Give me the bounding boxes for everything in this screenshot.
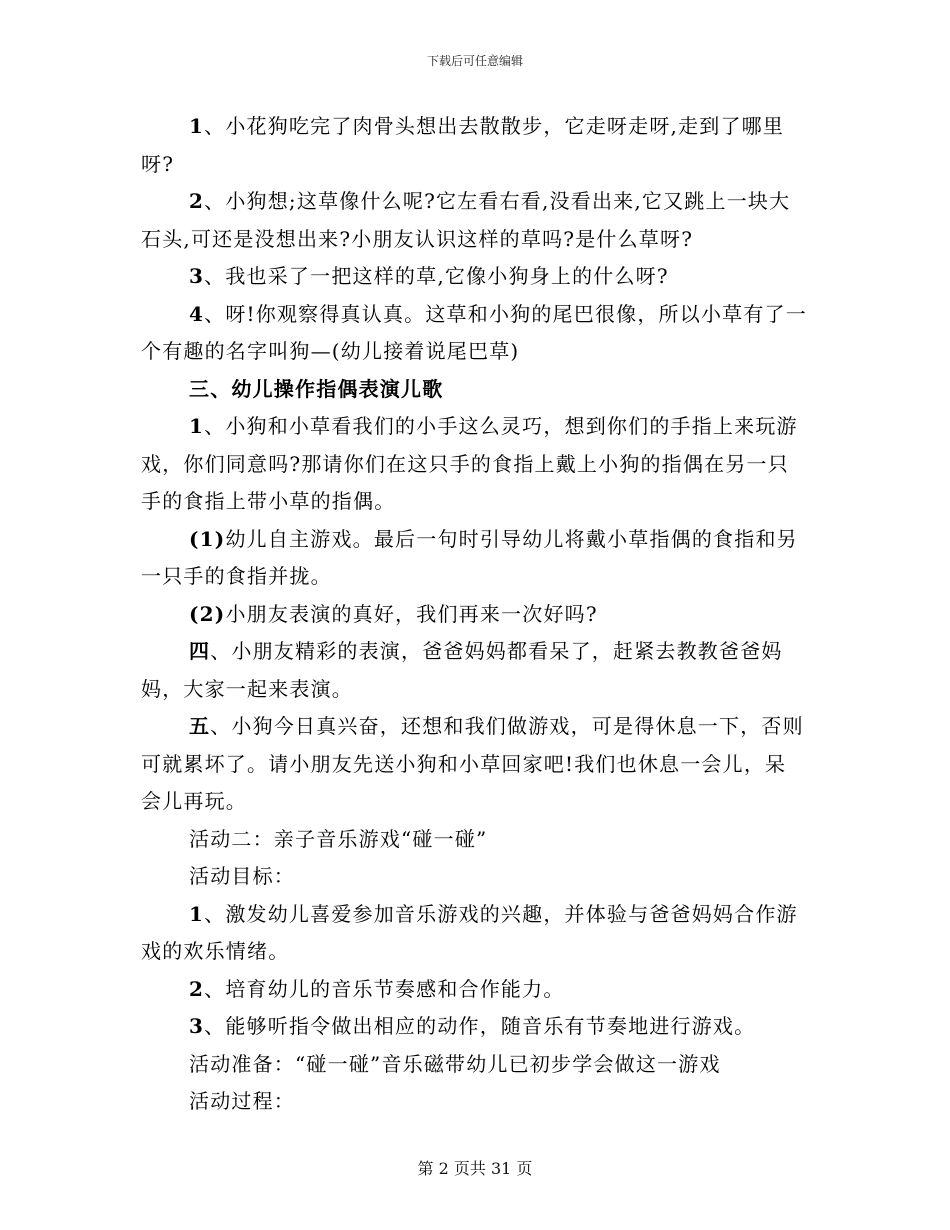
section-lead: 五: [189, 714, 211, 738]
paragraph: [141, 708, 807, 821]
item-number: 1: [189, 901, 205, 926]
activity-goal-label: 活动目标：: [189, 864, 295, 888]
document-body: [141, 108, 807, 1121]
paragraph-text: 、小狗想;这草像什么呢?它左看右看,没看出来,它又跳上一块大石头,可还是没想出来?小朋友认识这样的草吗?是什么草呀?: [141, 189, 791, 251]
paragraph-text: 、小朋友精彩的表演，爸爸妈妈都看呆了，赶紧去教教爸爸妈妈，大家一起来表演。: [141, 639, 783, 701]
paragraph-text: 、小狗和小草看我们的小手这么灵巧，想到你们的手指上来玩游戏，你们同意吗?那请你们在这只手的食指上戴上小狗的指偶在另一只手的食指上带小草的指偶。: [141, 414, 798, 513]
item-number: 4: [189, 301, 205, 326]
page-header: 下载后可任意编辑: [426, 54, 523, 68]
item-number: 1: [189, 114, 205, 138]
item-number: 3: [189, 1014, 205, 1038]
paragraph: [141, 183, 807, 258]
item-number: 2: [189, 189, 205, 213]
paragraph: [141, 633, 807, 708]
section-lead: 四: [189, 639, 211, 663]
activity-process-label: 活动过程：: [189, 1089, 295, 1113]
paragraph: [141, 971, 807, 1009]
paragraph: [141, 596, 807, 634]
item-number: 2: [189, 976, 205, 1001]
paragraph: [141, 896, 807, 971]
page-footer: 第 2 页共 31 页: [417, 1159, 533, 1178]
item-number: 3: [189, 264, 205, 288]
paragraph-text: 幼儿自主游戏。最后一句时引导幼儿将戴小草指偶的食指和另一只手的食指并拢。: [141, 526, 798, 588]
paragraph-text: 、能够听指令做出相应的动作，随音乐有节奏地进行游戏。: [204, 1014, 756, 1038]
paragraph: [141, 408, 807, 521]
activity-title: 活动二：亲子音乐游戏“碰一碰”: [189, 826, 488, 851]
paragraph: [141, 1008, 807, 1046]
paragraph-text: 、我也采了一把这样的草,它像小狗身上的什么呀?: [204, 264, 669, 288]
paragraph-text: 、培育幼儿的音乐节奏感和合作能力。: [204, 976, 565, 1001]
paragraph-text: 、激发幼儿喜爱参加音乐游戏的兴趣，并体验与爸爸妈妈合作游戏的欢乐情绪。: [141, 901, 798, 963]
paragraph: [141, 108, 807, 183]
paragraph-text: 、呀!你观察得真认真。这草和小狗的尾巴很像，所以小草有了一个有趣的名字叫狗—(幼儿接着说尾巴草): [141, 301, 807, 363]
section-heading: 三、幼儿操作指偶表演儿歌: [189, 376, 444, 401]
activity-preparation: 活动准备：“碰一碰”音乐磁带幼儿已初步学会做这一游戏: [189, 1051, 721, 1076]
paragraph-text: 、小花狗吃完了肉骨头想出去散散步，它走呀走呀,走到了哪里呀?: [141, 114, 785, 176]
paragraph-text: 小朋友表演的真好，我们再来一次好吗?: [225, 601, 598, 626]
item-number: (1): [189, 526, 226, 551]
paragraph: [141, 296, 807, 371]
paragraph-text: 、小狗今日真兴奋，还想和我们做游戏，可是得休息一下，否则可就累坏了。请小朋友先送小狗和小草回家吧!我们也休息一会儿，呆会儿再玩。: [141, 714, 804, 813]
item-number: 1: [189, 414, 205, 438]
paragraph: [141, 521, 807, 596]
item-number: (2): [189, 601, 226, 626]
paragraph: [141, 258, 807, 296]
